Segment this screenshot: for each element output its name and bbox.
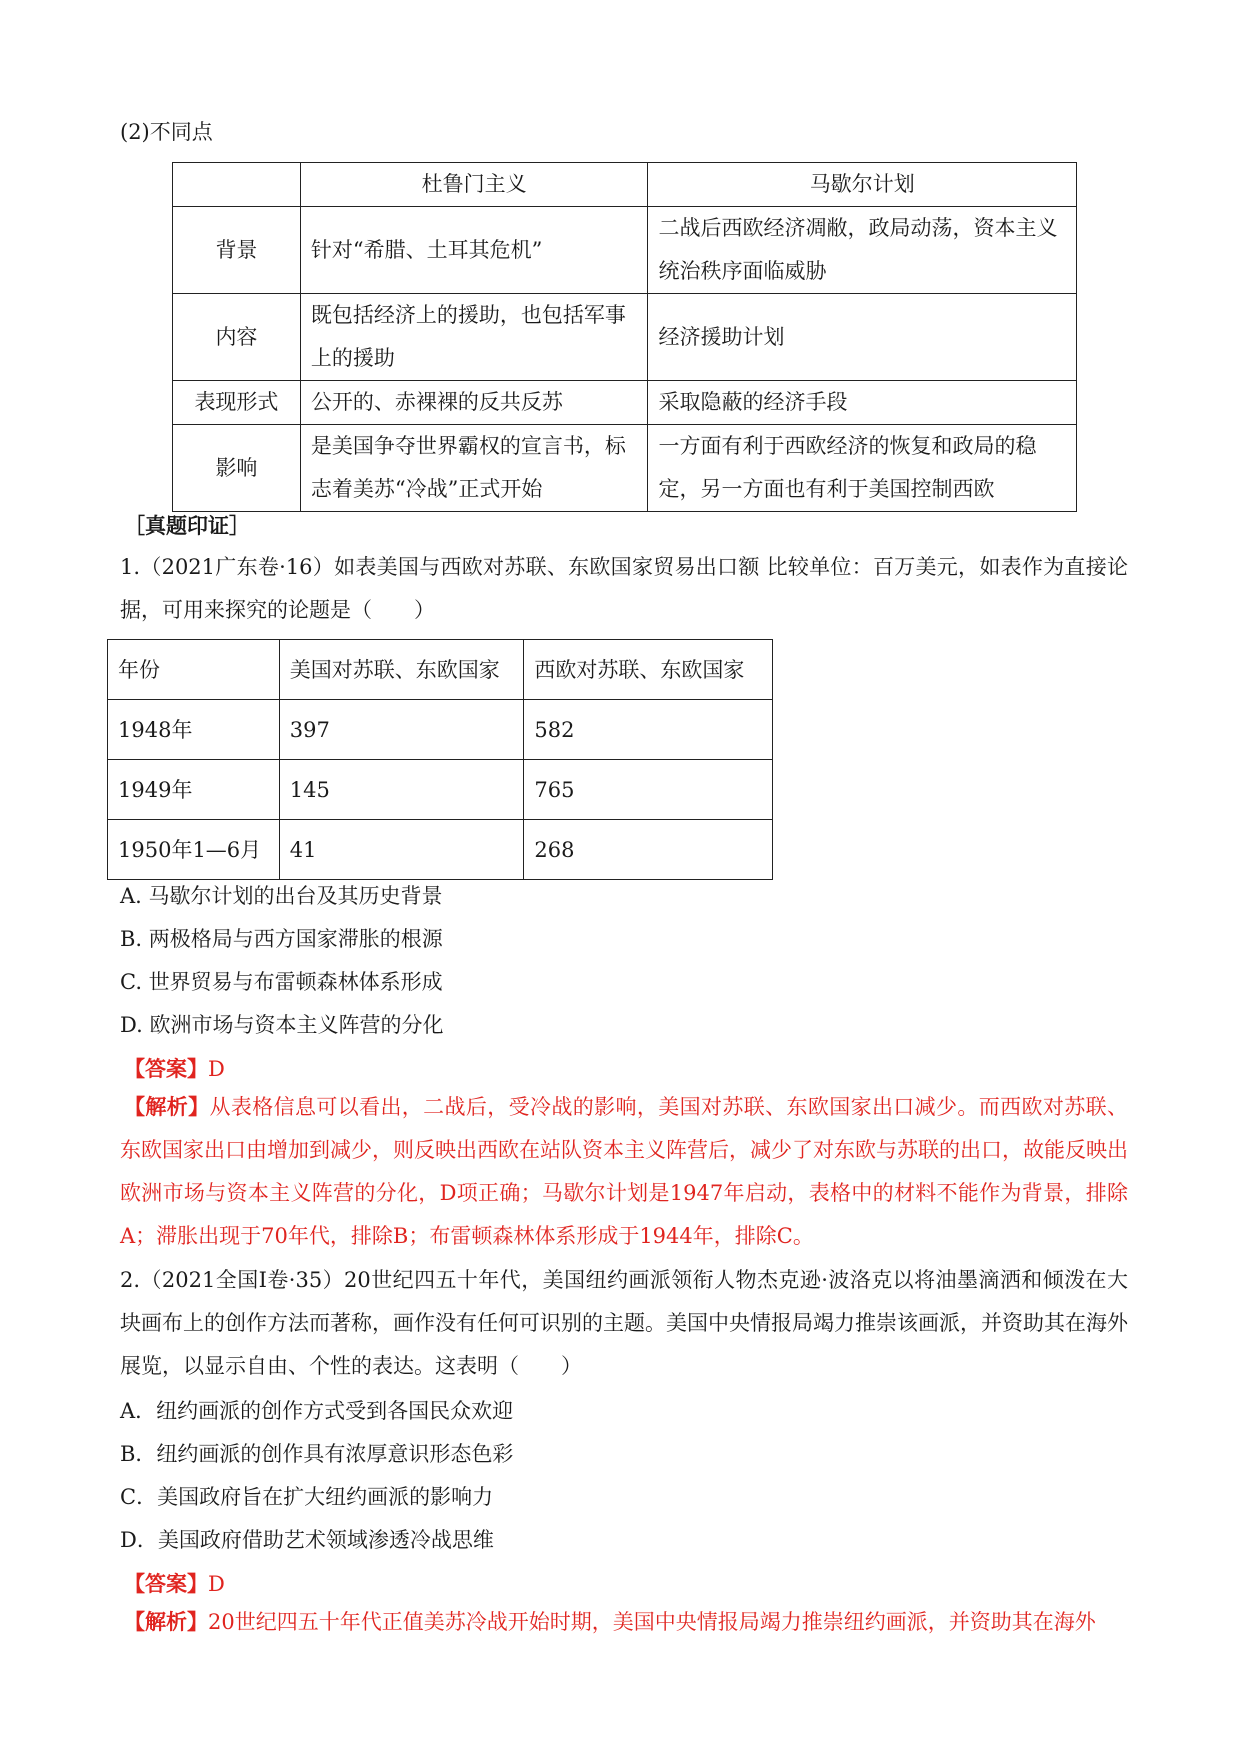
table-cell: 二战后西欧经济凋敝，政局动荡，资本主义统治秩序面临威胁 [648, 207, 1077, 294]
header-cell: 西欧对苏联、东欧国家 [524, 640, 773, 700]
header-cell: 年份 [108, 640, 280, 700]
table-cell: 一方面有利于西欧经济的恢复和政局的稳定，另一方面也有利于美国控制西欧 [648, 425, 1077, 512]
header-cell [173, 163, 301, 207]
table-row [108, 760, 773, 820]
table-cell: 41 [279, 820, 524, 880]
table-cell: 公开的、赤裸裸的反共反苏 [300, 381, 648, 425]
table-cell: 采取隐蔽的经济手段 [648, 381, 1077, 425]
table-row [108, 700, 773, 760]
table-cell: 582 [524, 700, 773, 760]
table-cell: 1948年 [108, 700, 280, 760]
q1-option-a: A. 马歇尔计划的出台及其历史背景 [120, 884, 443, 908]
header-cell: 马歇尔计划 [648, 163, 1077, 207]
table-cell: 经济援助计划 [648, 294, 1077, 381]
analysis-text: 从表格信息可以看出，二战后，受冷战的影响，美国对苏联、东欧国家出口减少。而西欧对苏联、东欧国家出口由增加到减少，则反映出西欧在站队资本主义阵营后，减少了对东欧与苏联的出口，故能反映出欧洲市场与资本主义阵营的分化，D项正确；马歇尔计划是1947年启动，表格中的材料不能作为背景，排除A；滞胀出现于70年代，排除B；布雷顿森林体系形成于1944年，排除C。 [120, 1095, 1129, 1248]
table-cell: 397 [279, 700, 524, 760]
answer-label: 【答案】 [124, 1571, 208, 1596]
row-label: 表现形式 [173, 381, 301, 425]
row-label: 内容 [173, 294, 301, 381]
table-row [173, 207, 1077, 294]
header-cell: 杜鲁门主义 [300, 163, 648, 207]
analysis-text: 20世纪四五十年代正值美苏冷战开始时期，美国中央情报局竭力推崇纽约画派，并资助其在海外 [208, 1610, 1096, 1634]
question-1-stem: 1.（2021广东卷·16）如表美国与西欧对苏联、东欧国家贸易出口额 比较单位：百万美元，如表作为直接论据，可用来探究的论题是（ ） [120, 555, 1128, 622]
table-cell: 是美国争夺世界霸权的宣言书，标志着美苏“冷战”正式开始 [300, 425, 648, 512]
table-row [108, 820, 773, 880]
table-row [173, 294, 1077, 381]
table-row [173, 425, 1077, 512]
q2-option-a: A．纽约画派的创作方式受到各国民众欢迎 [120, 1399, 514, 1423]
q2-option-d: D．美国政府借助艺术领域渗透冷战思维 [120, 1528, 494, 1552]
table-row [173, 381, 1077, 425]
q1-analysis [120, 1085, 1128, 1258]
q2-answer [124, 1570, 225, 1598]
trade-table [107, 639, 773, 880]
q2-analysis [120, 1600, 1128, 1644]
table-cell: 1950年1—6月 [108, 820, 280, 880]
question-2-stem: 2.（2021全国Ⅰ卷·35）20世纪四五十年代，美国纽约画派领衔人物杰克逊·波洛克以将油墨滴洒和倾泼在大块画布上的创作方法而著称，画作没有任何可识别的主题。美国中央情报局竭力推崇该画派，并资助其在海外展览，以显示自由、个性的表达。这表明（ ） [120, 1268, 1128, 1378]
analysis-label: 【解析】 [124, 1094, 210, 1119]
q1-option-d: D. 欧洲市场与资本主义阵营的分化 [120, 1013, 444, 1037]
answer-value: D [208, 1572, 225, 1596]
q2-option-c: C．美国政府旨在扩大纽约画派的影响力 [120, 1485, 494, 1509]
header-cell: 美国对苏联、东欧国家 [279, 640, 524, 700]
table-cell: 针对“希腊、土耳其危机” [300, 207, 648, 294]
table-header-row [173, 163, 1077, 207]
table-cell: 268 [524, 820, 773, 880]
q1-option-b: B. 两极格局与西方国家滞胀的根源 [120, 927, 443, 951]
row-label: 影响 [173, 425, 301, 512]
comparison-table [172, 162, 1077, 512]
q2-option-b: B．纽约画派的创作具有浓厚意识形态色彩 [120, 1442, 514, 1466]
zhenti-heading: ［真题印证］ [124, 513, 250, 538]
answer-label: 【答案】 [124, 1056, 208, 1081]
answer-value: D [208, 1057, 225, 1081]
row-label: 背景 [173, 207, 301, 294]
table-cell: 1949年 [108, 760, 280, 820]
table-cell: 既包括经济上的援助，也包括军事上的援助 [300, 294, 648, 381]
table-cell: 765 [524, 760, 773, 820]
section-heading: (2)不同点 [120, 120, 213, 144]
analysis-label: 【解析】 [124, 1609, 208, 1634]
q1-answer [124, 1055, 225, 1083]
table-header-row [108, 640, 773, 700]
q1-option-c: C. 世界贸易与布雷顿森林体系形成 [120, 970, 443, 994]
table-cell: 145 [279, 760, 524, 820]
